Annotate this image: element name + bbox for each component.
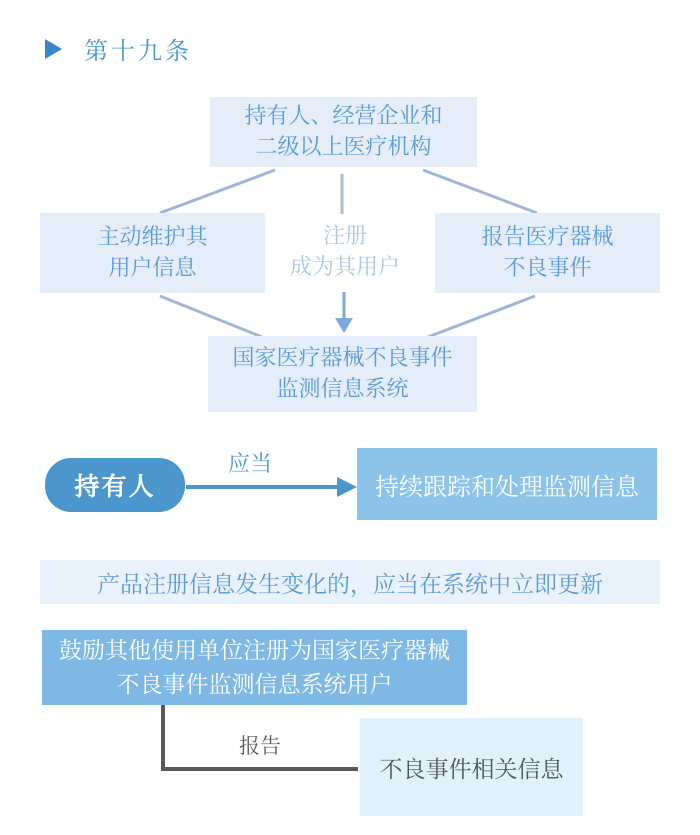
flow-box-text-line: 国家医疗器械不良事件 xyxy=(232,345,453,371)
flow-box-report-adverse-events xyxy=(435,213,660,293)
flow-label-register-as-user xyxy=(270,221,420,283)
flow-line-bottom-right xyxy=(428,296,535,337)
encourage-text-line: 鼓励其他使用单位注册为国家医疗器械 xyxy=(59,637,450,664)
flow-label-text-line: 注册 xyxy=(322,223,367,248)
encourage-text-line: 不良事件监测信息系统用户 xyxy=(116,670,393,697)
update-rule-bar: 产品注册信息发生变化的，应当在系统中立即更新 xyxy=(40,560,660,604)
flow-box-text-line: 用户信息 xyxy=(108,255,197,280)
adverse-event-info-box: 不良事件相关信息 xyxy=(360,718,583,816)
flow-box-text-line: 监测信息系统 xyxy=(276,376,409,401)
flow-line-top-left xyxy=(160,170,275,213)
flow-box-monitoring-system xyxy=(208,336,477,412)
flow-box-holders-enterprises xyxy=(210,97,477,167)
right-arrow-icon xyxy=(186,477,357,497)
flow-box-text-line: 持有人、经营企业和 xyxy=(244,103,443,129)
holder-pill: 持有人 xyxy=(45,458,185,512)
triangle-bullet-icon xyxy=(45,39,62,59)
flow-box-text-line: 二级以上医疗机构 xyxy=(255,134,432,159)
section-header xyxy=(45,31,192,66)
flow-line-top-right xyxy=(423,170,537,213)
flow-line-bottom-left xyxy=(160,296,262,337)
flow-box-text-line: 报告医疗器械 xyxy=(481,224,614,250)
flow-box-text-line: 主动维护其 xyxy=(97,224,208,250)
flow-label-text-line: 成为其用户 xyxy=(289,253,400,279)
flow-box-maintain-user-info xyxy=(40,213,265,293)
encourage-registration-box xyxy=(42,630,467,705)
section-title: 第十九条 xyxy=(84,38,192,65)
flow-box-text-line: 不良事件 xyxy=(503,255,592,280)
report-connector-label: 报告 xyxy=(239,735,281,758)
down-arrow-icon xyxy=(335,292,353,333)
should-arrow-label: 应当 xyxy=(227,451,272,476)
tracking-action-box: 持续跟踪和处理监测信息 xyxy=(357,448,657,520)
